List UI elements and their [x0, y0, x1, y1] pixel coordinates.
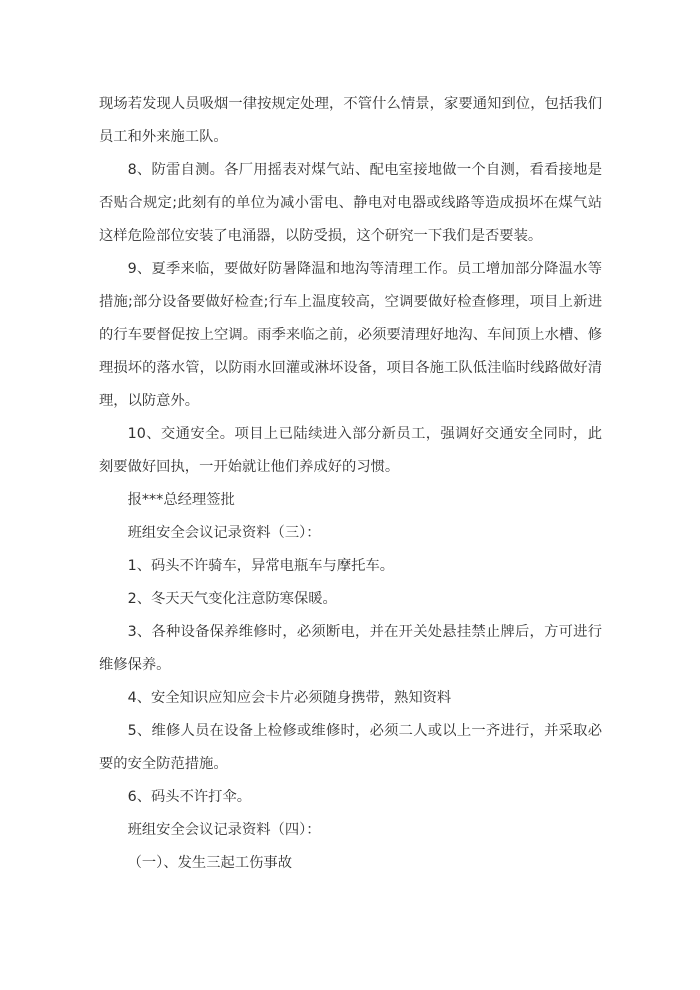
- paragraph-rule-4: 4、安全知识应知应会卡片必须随身携带，熟知资料: [127, 690, 452, 706]
- paragraph-item-9: 9、夏季来临，要做好防暑降温和地沟等清理工作。员工增加部分降温水等措施;部分设备要做好检查;行车上温度较高，空调要做好检查修理，项目上新进的行车要督促按上空调。雨季来临之前，必须要清理好地沟、车间顶上水槽、修理损坏的落水管，以防雨水回灌或淋坏设备，项目各施工队低洼临时线路做好清理，以防意外。: [99, 261, 602, 409]
- document-body: [99, 88, 602, 880]
- paragraph-subitem-1: （一）、发生三起工伤事故: [127, 855, 293, 871]
- section-heading-3: 班组安全会议记录资料（三）：: [127, 525, 321, 541]
- paragraph-item-8: 8、防雷自测。各厂用摇表对煤气站、配电室接地做一个自测，看看接地是否贴合规定;此刻有的单位为减小雷电、静电对电器或线路等造成损坏在煤气站这样危险部位安装了电涌器，以防受损，这个研究一下我们是否要装。: [99, 162, 602, 244]
- paragraph-rule-1: 1、码头不许骑车，异常电瓶车与摩托车。: [127, 558, 395, 574]
- paragraph-continuation: 现场若发现人员吸烟一律按规定处理，不管什么情景，家要通知到位，包括我们员工和外来施工队。: [99, 96, 602, 145]
- section-heading-4: 班组安全会议记录资料（四）：: [127, 822, 321, 838]
- paragraph-item-10: 10、交通安全。项目上已陆续进入部分新员工，强调好交通安全同时，此刻要做好回执，一开始就让他们养成好的习惯。: [99, 426, 602, 475]
- paragraph-rule-3: 3、各种设备保养维修时，必须断电，并在开关处悬挂禁止牌后，方可进行维修保养。: [99, 624, 602, 673]
- paragraph-rule-5: 5、维修人员在设备上检修或维修时，必须二人或以上一齐进行，并采取必要的安全防范措施。: [99, 723, 602, 772]
- paragraph-rule-2: 2、冬天天气变化注意防寒保暖。: [127, 591, 337, 607]
- paragraph-rule-6: 6、码头不许打伞。: [127, 789, 252, 805]
- paragraph-signoff: 报***总经理签批: [127, 492, 235, 508]
